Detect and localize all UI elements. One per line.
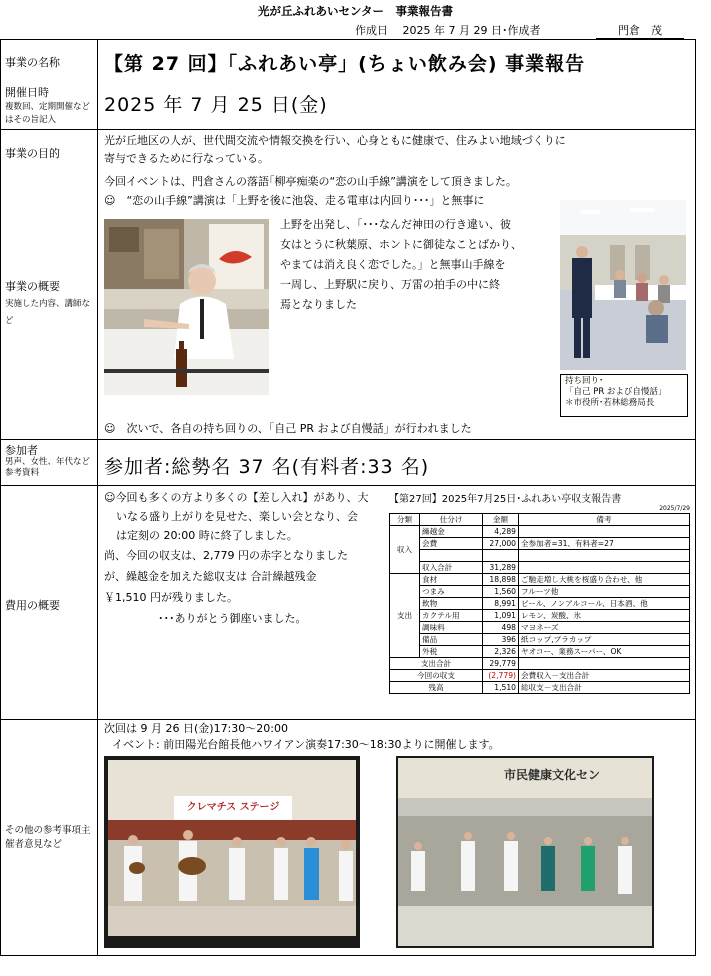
budget-item: 繰越金 <box>420 526 483 538</box>
budget-item: 収入合計 <box>420 562 483 574</box>
report-meta: 作成日 2025 年 7 月 29 日･作成者 <box>355 24 541 37</box>
purpose-line-1: 光が丘地区の人が、世代間交流や情報交換を行い、心身ともに健康で、住みよい地域づくりに <box>104 134 566 147</box>
event-date: 2025 年 7 月 25 日(金) <box>104 94 328 116</box>
rakugo-photo <box>104 219 269 395</box>
budget-table <box>389 490 690 694</box>
label-other: その他の参考事項主催者意見など <box>5 825 91 850</box>
label-event-date-note: 複数回、定期開催などはその旨記入 <box>5 102 91 125</box>
budget-balance: (2,779) <box>483 670 519 682</box>
budget-item: 調味料 <box>420 622 483 634</box>
label-event-name: 事業の名称 <box>5 56 60 69</box>
next-event-description: イベント: 前田陽光台館長他ハワイアン演奏17:30～18:30よりに開催します。 <box>112 738 500 751</box>
budget-amount: 27,000 <box>483 538 519 550</box>
cost-line-5: が、繰越金を加えた総収支は 合計繰越残金 <box>104 570 317 583</box>
budget-empty <box>519 658 690 670</box>
label-summary: 事業の概要 <box>5 280 60 293</box>
budget-note: ビール、ノンアルコール、日本酒、他 <box>519 598 690 610</box>
row-divider <box>0 439 696 440</box>
budget-header: 金額 <box>483 514 519 526</box>
budget-note: マヨネーズ <box>519 622 690 634</box>
budget-amount: 4,289 <box>483 526 519 538</box>
summary-paragraph-5: 一周し、上野駅に戻り、万雷の拍手の中に終 <box>280 278 500 291</box>
budget-note <box>519 526 690 538</box>
row-divider <box>0 719 696 720</box>
budget-note: レモン、炭酸、氷 <box>519 610 690 622</box>
purpose-line-2: 寄与できるために行なっている。 <box>104 152 269 165</box>
row-divider <box>0 485 696 486</box>
label-participants: 参加者 <box>5 444 38 457</box>
budget-header: 備考 <box>519 514 690 526</box>
budget-header: 分類 <box>390 514 420 526</box>
hawaiian-stage-photo-1 <box>104 756 360 948</box>
cost-line-2: いなる盛り上がりを見せた、楽しい会となり、会 <box>116 510 358 523</box>
budget-item: 外税 <box>420 646 483 658</box>
budget-amount: 2,326 <box>483 646 519 658</box>
budget-date: 2025/7/29 <box>659 505 690 512</box>
label-participants-note: 男声、女性、年代など参考資料 <box>5 457 91 478</box>
summary-paragraph-6: 焉となりました <box>280 298 357 311</box>
label-summary-note: 実施した内容、講師など <box>5 299 91 326</box>
cost-line-7: ･･･ありがとう御座いました。 <box>158 612 307 625</box>
budget-header: 仕分け <box>420 514 483 526</box>
budget-note <box>519 550 690 562</box>
budget-balance-label: 今回の収支 <box>390 670 483 682</box>
event-title: 【第 27 回】「ふれあい亭」(ちょい飲み会) 事業報告 <box>104 53 586 75</box>
budget-item: カクテル用 <box>420 610 483 622</box>
budget-title: 【第27回】2025年7月25日･ふれあい亭収支報告書 <box>389 494 622 505</box>
stage-banner-1: クレマチス ステージ <box>186 802 280 813</box>
budget-income-label: 収入 <box>390 526 420 574</box>
summary-paragraph-3: 女はとうに秋葉原、ホントに御徒なことばかり、 <box>280 238 522 251</box>
speaker-photo <box>560 200 686 370</box>
budget-item: 飲物 <box>420 598 483 610</box>
budget-remain-note: 総収支－支出合計 <box>519 682 690 694</box>
budget-amount: 1,560 <box>483 586 519 598</box>
summary-closing: ☺ 次いで、各自の持ち回りの、「自己 PR および自慢話」が行われました <box>104 422 472 435</box>
summary-paragraph-2: 上野を出発し、「･･･なんだ神田の行き違い、彼 <box>280 218 511 231</box>
budget-note: ヤオコー、業務スーパー、OK <box>519 646 690 658</box>
budget-remain: 1,510 <box>483 682 519 694</box>
budget-item: 会費 <box>420 538 483 550</box>
caption-line: 持ち回り･ <box>565 376 604 386</box>
budget-amount: 498 <box>483 622 519 634</box>
budget-remain-label: 残高 <box>390 682 483 694</box>
hawaiian-stage-photo-2 <box>396 756 654 948</box>
budget-note: ご馳走増し大桃を桜盛り合わせ、他 <box>519 574 690 586</box>
budget-amount: 1,091 <box>483 610 519 622</box>
budget-balance-note: 会費収入－支出合計 <box>519 670 690 682</box>
row-divider <box>0 129 696 130</box>
cost-line-4: 尚、今回の収支は、2,779 円の赤字となりました <box>104 549 348 562</box>
cost-line-1: ☺今回も多くの方より多くの【差し入れ】があり、大 <box>104 491 369 504</box>
budget-note: 全参加者=31、有料者=27 <box>519 538 690 550</box>
cost-line-3: は定刻の 20:00 時に終了しました。 <box>116 529 298 542</box>
budget-item <box>420 550 483 562</box>
summary-paragraph-1: ☺ “恋の山手線”講演は「上野を後に池袋、走る電車は内回り･･･」と無事に <box>104 194 485 207</box>
caption-line: ＊市役所･若林総務局長 <box>565 398 655 408</box>
cost-line-6: ￥1,510 円が残りました。 <box>104 591 238 604</box>
budget-expense-total: 29,779 <box>483 658 519 670</box>
column-divider <box>97 39 98 956</box>
budget-amount: 396 <box>483 634 519 646</box>
budget-expense-total-label: 支出合計 <box>390 658 483 670</box>
budget-item: 食材 <box>420 574 483 586</box>
report-author: 門倉 茂 <box>596 22 684 39</box>
budget-amount <box>483 550 519 562</box>
speaker-caption <box>560 374 688 417</box>
budget-note: 紙コップ,プラカップ <box>519 634 690 646</box>
label-purpose: 事業の目的 <box>5 147 60 160</box>
label-event-date: 開催日時 <box>5 86 49 99</box>
caption-line: 「自己 PR および自慢話」 <box>565 387 667 397</box>
budget-item: つまみ <box>420 586 483 598</box>
budget-note <box>519 562 690 574</box>
budget-expense-label: 支出 <box>390 574 420 658</box>
summary-paragraph-4: やまては消え良く恋でした。」と無事山手線を <box>280 258 506 271</box>
participants-count: 参加者:総勢名 37 名(有料者:33 名) <box>104 456 430 478</box>
budget-amount: 18,898 <box>483 574 519 586</box>
budget-amount: 8,991 <box>483 598 519 610</box>
stage-banner-2: 市民健康文化セン <box>504 768 601 782</box>
label-cost: 費用の概要 <box>5 599 60 612</box>
budget-note: フルーツ他 <box>519 586 690 598</box>
budget-item: 備品 <box>420 634 483 646</box>
summary-intro: 今回イベントは、門倉さんの落語｢柳亭痴楽の“恋の山手線”講演をして頂きました。 <box>104 175 517 188</box>
budget-amount: 31,289 <box>483 562 519 574</box>
next-event-date: 次回は 9 月 26 日(金)17:30～20:00 <box>104 722 288 735</box>
report-title: 光が丘ふれあいセンター 事業報告書 <box>257 4 454 18</box>
